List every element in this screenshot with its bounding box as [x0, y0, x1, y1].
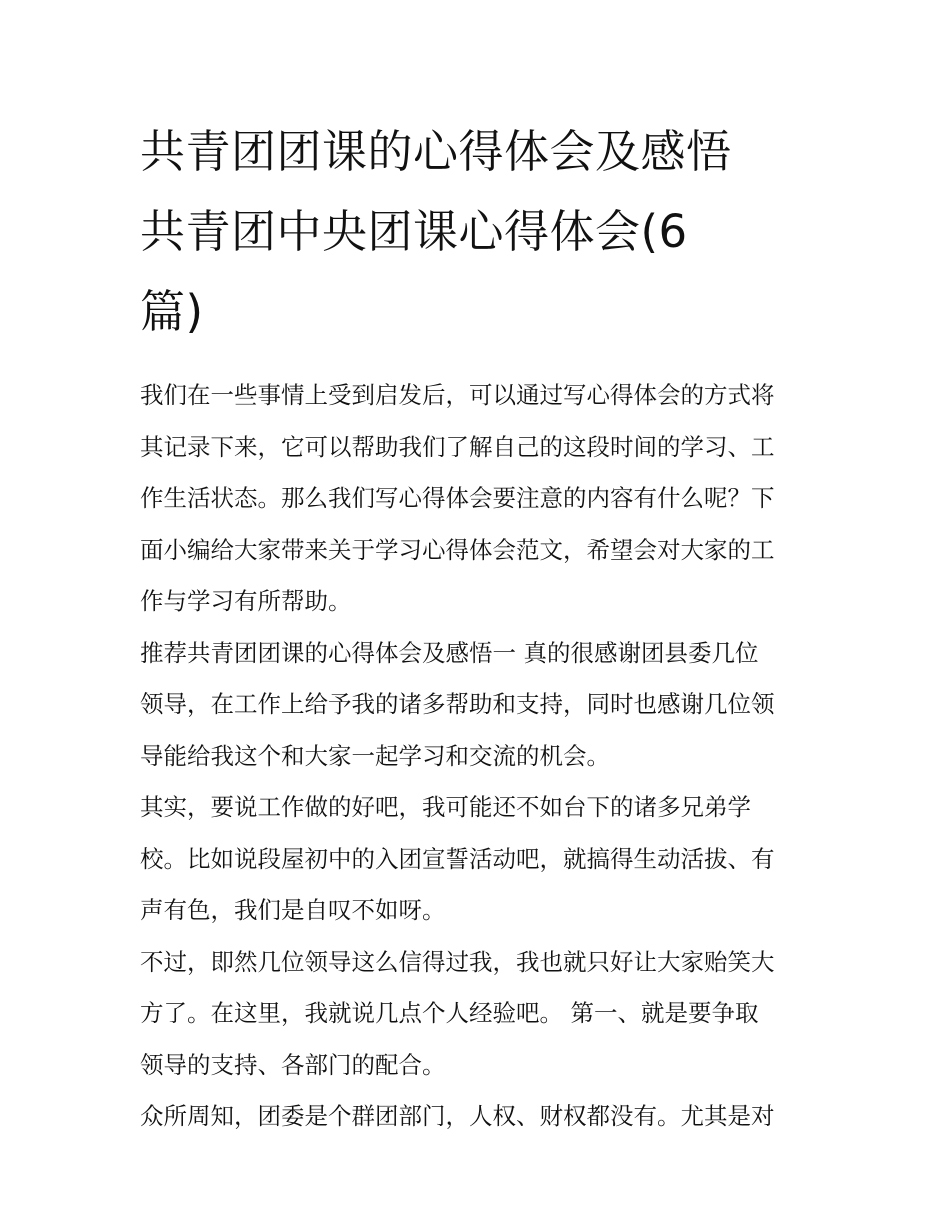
text-line: 不过，即然几位领导这么信得过我，我也就只好让大家贻笑大	[140, 947, 775, 976]
paragraph-thanks	[140, 628, 812, 783]
title-line: 共青团团课的心得体会及感悟	[140, 125, 732, 178]
text-line: 领导的支持、各部门的配合。	[140, 1050, 446, 1079]
text-line: 我们在一些事情上受到启发后，可以通过写心得体会的方式将	[140, 381, 775, 409]
text-line: 作与学习有所帮助。	[140, 587, 352, 615]
text-line: 推荐共青团团课的心得体会及感悟一 真的很感谢团县委几位	[140, 638, 759, 667]
document-content	[140, 112, 812, 1143]
text-line: 校。比如说段屋初中的入团宣誓活动吧，就搞得生动活拔、有	[140, 844, 775, 873]
title-line: 篇)	[140, 285, 204, 338]
text-line: 面小编给大家带来关于学习心得体会范文，希望会对大家的工	[140, 535, 775, 564]
paragraph-modesty	[140, 782, 812, 937]
paragraph-experience	[140, 937, 812, 1092]
document-title	[140, 112, 812, 352]
text-line: 作生活状态。那么我们写心得体会要注意的内容有什么呢？下	[140, 484, 775, 512]
title-line: 共青团中央团课心得体会(6	[140, 205, 688, 258]
text-line: 其记录下来，它可以帮助我们了解自己的这段时间的学习、工	[140, 432, 775, 461]
text-line: 导能给我这个和大家一起学习和交流的机会。	[140, 741, 610, 770]
paragraph-intro	[140, 370, 812, 628]
text-line: 方了。在这里，我就说几点个人经验吧。 第一、就是要争取	[140, 999, 759, 1027]
paragraph-youth-league	[140, 1091, 812, 1143]
text-line: 众所周知，团委是个群团部门，人权、财权都没有。尤其是对	[140, 1102, 775, 1130]
document-body	[140, 370, 812, 1143]
text-line: 其实，要说工作做的好吧，我可能还不如台下的诸多兄弟学	[140, 793, 751, 821]
text-line: 领导，在工作上给予我的诸多帮助和支持，同时也感谢几位领	[140, 690, 775, 718]
text-line: 声有色，我们是自叹不如呀。	[140, 896, 446, 924]
